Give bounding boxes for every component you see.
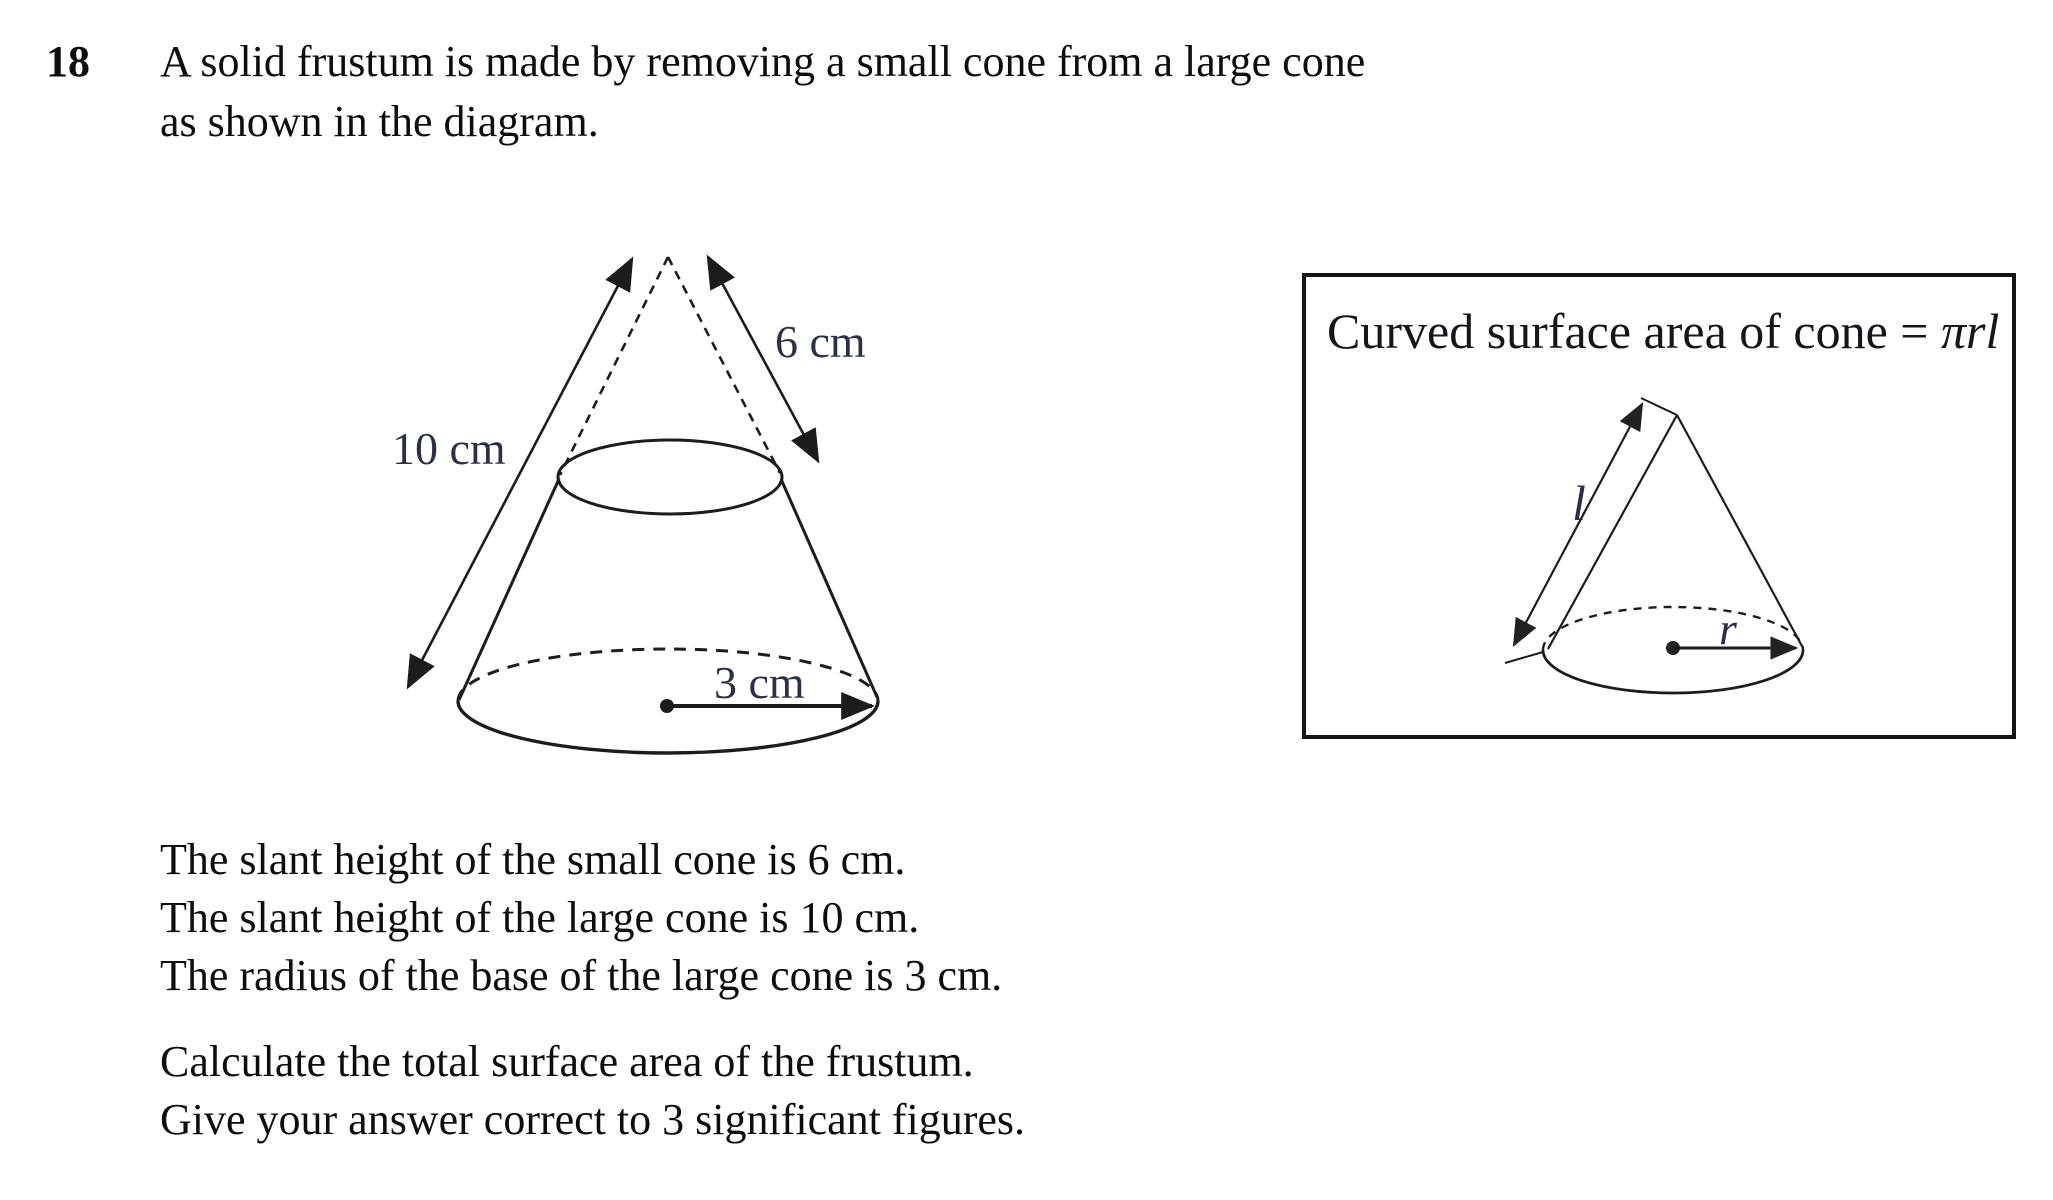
base-radius-label: 3 cm [714,657,805,708]
task-accuracy-line: Give your answer correct to 3 significant figures. [160,1095,1026,1144]
question-intro-line2: as shown in the diagram. [160,97,599,146]
formula-cone-diagram [1400,380,1820,710]
formula-title [1327,303,1999,359]
cone-radius-label: r [1719,603,1737,654]
cone-base-front-arc [1543,650,1803,693]
cone-left-edge [1548,415,1677,649]
large-slant-label: 10 cm [392,423,506,474]
frustum-diagram [380,230,900,790]
statement-large-cone-slant: The slant height of the large cone is 10 cm. [160,893,920,942]
frustum-top-ellipse [558,440,782,514]
question-intro [160,32,1365,152]
formula-symbols: πrl [1941,303,2000,359]
statement-small-cone-slant: The slant height of the small cone is 6 cm. [160,835,906,884]
statement-base-radius: The radius of the base of the large cone is 3 cm. [160,951,1003,1000]
question-number: 18 [46,37,90,86]
small-slant-label: 6 cm [775,316,866,367]
task-calculate-line: Calculate the total surface area of the frustum. [160,1037,974,1086]
question-intro-line1: A solid frustum is made by removing a small cone from a large cone [160,37,1366,86]
frustum-base-back-arc-dashed [458,649,878,701]
formula-box [1302,273,2016,739]
cone-base-witness-line [1505,652,1543,663]
given-statements [160,831,1002,1005]
cone-slant-label: l [1572,475,1586,531]
formula-title-text: Curved surface area of cone = [1327,303,1941,359]
cone-apex-witness-line [1641,398,1677,415]
task-instructions [160,1033,1025,1149]
